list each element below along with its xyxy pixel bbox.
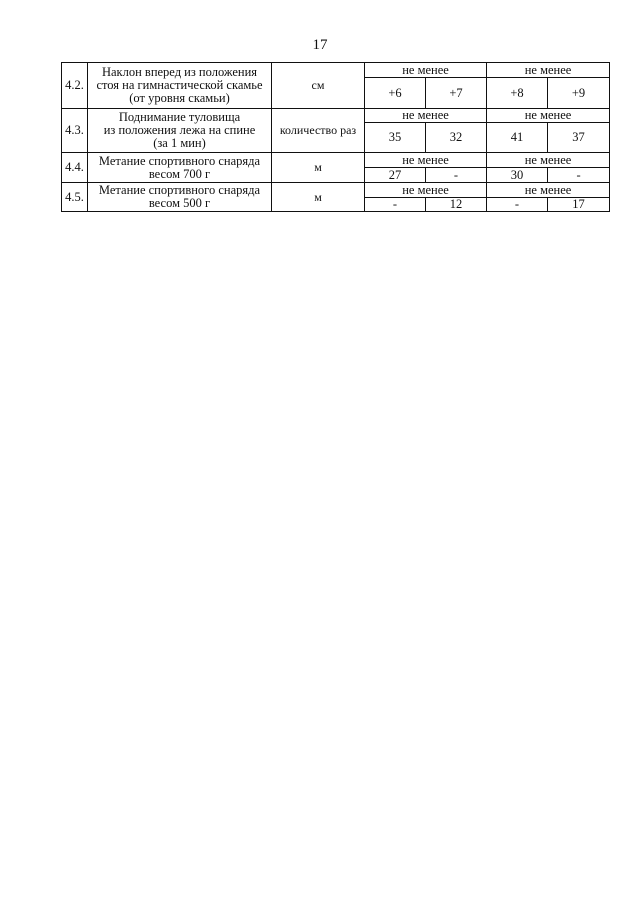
exercise-name (88, 109, 272, 153)
exercise-name-line: Метание спортивного снаряда (98, 153, 261, 168)
value-cell: 17 (548, 198, 610, 212)
row-number: 4.3. (62, 109, 88, 153)
value-cell: - (487, 198, 548, 212)
value-cell: +8 (487, 78, 548, 109)
table-row (62, 183, 610, 198)
value-cell: - (548, 168, 610, 183)
row-number: 4.2. (62, 63, 88, 109)
exercise-name-line: (от уровня скамьи) (129, 91, 230, 105)
exercise-name (88, 153, 272, 183)
value-cell: 30 (487, 168, 548, 183)
row-number: 4.4. (62, 153, 88, 183)
condition-label: не менее (365, 109, 487, 123)
value-cell: +6 (365, 78, 426, 109)
value-cell: - (365, 198, 426, 212)
value-cell: - (426, 168, 487, 183)
unit-cell: м (272, 153, 365, 183)
exercise-name-line: весом 500 г (148, 196, 211, 210)
value-cell: 12 (426, 198, 487, 212)
exercise-name-line: Метание спортивного снаряда (98, 183, 261, 197)
unit-cell: м (272, 183, 365, 212)
condition-label: не менее (487, 183, 610, 198)
row-number: 4.5. (62, 183, 88, 212)
exercise-name (88, 63, 272, 109)
value-cell: 37 (548, 123, 610, 153)
value-cell: +7 (426, 78, 487, 109)
value-cell: 27 (365, 168, 426, 183)
condition-label: не менее (365, 63, 487, 78)
exercise-name-line: Наклон вперед из положения (101, 65, 258, 79)
condition-label: не менее (365, 183, 487, 198)
norms-table (61, 62, 610, 212)
condition-label: не менее (487, 63, 610, 78)
exercise-name-line: (за 1 мин) (153, 136, 206, 150)
condition-label: не менее (365, 153, 487, 168)
table-row (62, 109, 610, 123)
exercise-name (88, 183, 272, 212)
condition-label: не менее (487, 153, 610, 168)
exercise-name-line: из положения лежа на спине (103, 123, 256, 137)
exercise-name-line: стоя на гимнастической скамье (96, 78, 263, 92)
unit-cell: количество раз (272, 109, 365, 153)
exercise-name-line: Поднимание туловища (118, 110, 241, 124)
table-row (62, 153, 610, 168)
value-cell: 41 (487, 123, 548, 153)
unit-cell: см (272, 63, 365, 109)
value-cell: 32 (426, 123, 487, 153)
table-row (62, 63, 610, 78)
exercise-name-line: весом 700 г (148, 166, 211, 181)
page-number: 17 (312, 37, 328, 53)
value-cell: +9 (548, 78, 610, 109)
condition-label: не менее (487, 109, 610, 123)
value-cell: 35 (365, 123, 426, 153)
